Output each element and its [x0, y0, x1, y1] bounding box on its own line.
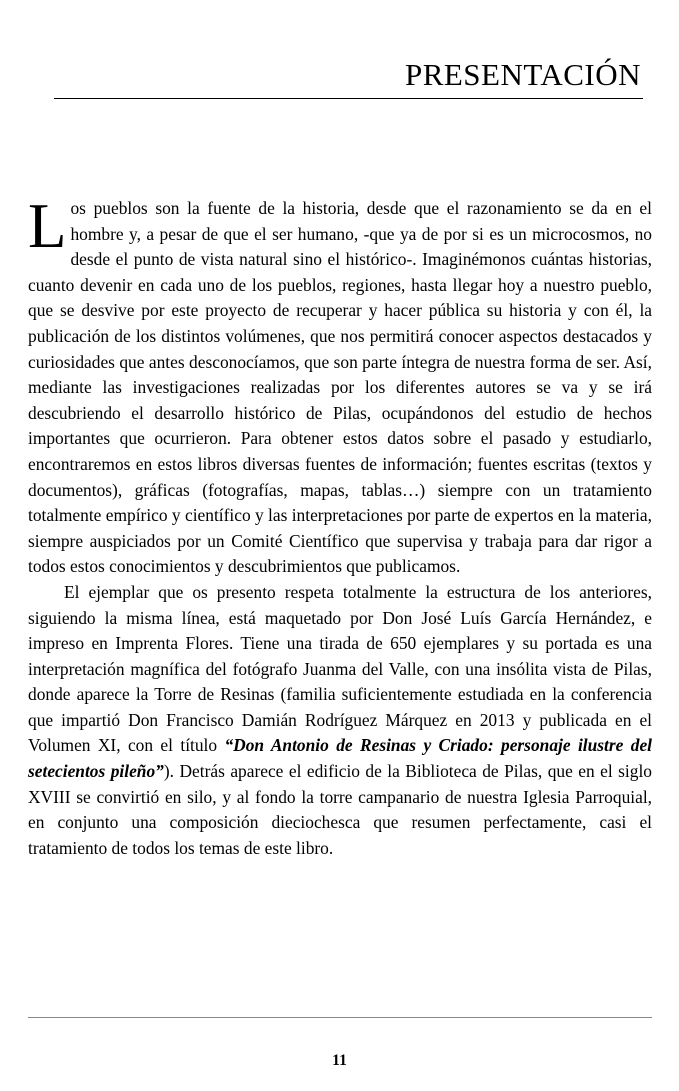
title-underline: [54, 98, 643, 99]
title-block: [54, 58, 643, 99]
drop-cap-letter: L: [28, 191, 67, 261]
paragraph-2-text-part-2: ). Detrás aparece el edificio de la Biblioteca de Pilas, que en el siglo XVIII se convirtió en silo, y al fondo la torre campanario de nuestra Iglesia Parroquial, en conjunto una composición dieciochesca que resumen perfectamente, casi el tratamiento de todos los temas de este libro.: [28, 761, 652, 858]
paragraph-1-text: os pueblos son la fuente de la historia, desde que el razonamiento se da en el hombre y, a pesar de que el ser humano, -que ya de por si es un microcosmos, no desde el punto de vista natural sino el histórico-. Imaginémonos cuántas historias, cuanto devenir en cada uno de los pueblos, regiones, hasta llegar hoy a nuestro pueblo, que se desvive por este proyecto de recuperar y hacer pública su historia y con él, la publicación de los distintos volúmenes, que nos permitirá conocer aspectos destacados y curiosidades que antes desconocíamos, que son parte íntegra de nuestra forma de ser. Así, mediante las investigaciones realizadas por los diferentes autores se va y se irá descubriendo el desarrollo histórico de Pilas, ocupándonos del estudio de hechos importantes que ocurrieron. Para obtener estos datos sobre el pasado y estudiarlo, encontraremos en estos libros diversas fuentes de información; fuentes escritas (textos y documentos), gráficas (fotografías, mapas, tablas…) siempre con un tratamiento totalmente empírico y científico y las interpretaciones por parte de expertos en la materia, siempre auspiciados por un Comité Científico que supervisa y trabaja para dar rigor a todos estos conocimientos y descubrimientos que publicamos.: [28, 198, 652, 577]
page-number: 11: [332, 1052, 347, 1069]
paragraph-2-text-part-1: El ejemplar que os presento respeta totalmente la estructura de los anteriores, siguiendo la misma línea, está maquetado por Don José Luís García Hernández, e impreso en Imprenta Flores. Tiene una tirada de 650 ejemplares y su portada es una interpretación magnífica del fotógrafo Juanma del Valle, con una insólita vista de Pilas, donde aparece la Torre de Resinas (familia suficientemente estudiada en la conferencia que impartió Don Francisco Damián Rodríguez Márquez en 2013 y publicada en el Volumen XI, con el título: [28, 581, 652, 756]
book-title-italic: “Don Antonio de Resinas y Criado: personaje ilustre del setecientos pileño”: [28, 735, 652, 782]
body-text: [28, 191, 652, 861]
paragraph-1: [28, 191, 652, 580]
footer-divider: [28, 1017, 652, 1018]
page-title: PRESENTACIÓN: [404, 57, 641, 92]
paragraph-2: [28, 580, 652, 862]
